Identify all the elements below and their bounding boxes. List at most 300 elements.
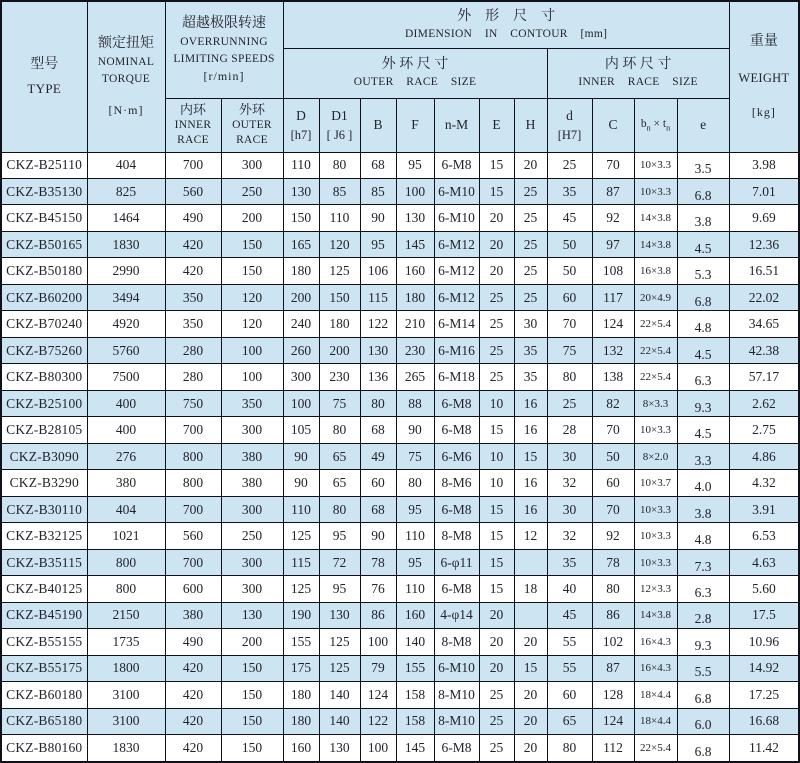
cell-H: 18: [514, 576, 547, 602]
cell-bt: 12×3.3: [634, 576, 677, 602]
col-header-D1: [319, 98, 360, 152]
cell-H: 16: [514, 496, 547, 522]
cell-H: 16: [514, 417, 547, 443]
cell-D: 90: [283, 443, 319, 469]
inner-race-en2: RACE: [177, 134, 209, 147]
cell-inner_speed: 560: [165, 523, 221, 549]
cell-torque: 3100: [87, 682, 165, 708]
table-row: [1, 152, 799, 178]
cell-nM: 6-M12: [434, 258, 479, 284]
cell-d: 30: [547, 496, 592, 522]
cell-H: 20: [514, 708, 547, 734]
table-row: [1, 523, 799, 549]
cell-E: 15: [479, 496, 514, 522]
cell-H: [514, 549, 547, 575]
cell-D: 125: [283, 576, 319, 602]
cell-nM: 6-M16: [434, 337, 479, 363]
cell-type: CKZ-B50165: [1, 231, 87, 257]
cell-d: 30: [547, 443, 592, 469]
col-header-type: [1, 1, 87, 152]
outer-race-zh: 外环: [239, 101, 266, 117]
col-header-F: F: [396, 98, 434, 152]
cell-bt: 22×5.4: [634, 311, 677, 337]
cell-C: 82: [592, 390, 634, 416]
cell-H: 20: [514, 735, 547, 762]
cell-nM: 6-M8: [434, 735, 479, 762]
cell-type: CKZ-B60200: [1, 284, 87, 310]
col-header-torque: [87, 1, 165, 152]
cell-type: CKZ-B55175: [1, 655, 87, 681]
cell-D: 110: [283, 152, 319, 178]
cell-H: 20: [514, 682, 547, 708]
cell-type: CKZ-B25110: [1, 152, 87, 178]
cell-D1: 65: [319, 443, 360, 469]
cell-d: 45: [547, 602, 592, 628]
cell-torque: 380: [87, 470, 165, 496]
cell-outer_speed: 300: [221, 152, 283, 178]
cell-E: 15: [479, 523, 514, 549]
cell-e: 6.0: [677, 708, 729, 734]
cell-e: 9.3: [677, 629, 729, 655]
cell-D1: 95: [319, 523, 360, 549]
cell-nM: 6-φ11: [434, 549, 479, 575]
cell-E: 10: [479, 443, 514, 469]
cell-weight: 2.75: [729, 417, 799, 443]
cell-torque: 1830: [87, 735, 165, 762]
d-tolerance: [H7]: [557, 127, 582, 142]
table-row: [1, 496, 799, 522]
table-row: [1, 655, 799, 681]
cell-weight: 6.53: [729, 523, 799, 549]
cell-H: [514, 602, 547, 628]
cell-C: 80: [592, 576, 634, 602]
cell-outer_speed: 300: [221, 496, 283, 522]
col-header-bt: [634, 98, 677, 152]
outer-race-en2: RACE: [236, 134, 268, 147]
cell-E: 20: [479, 629, 514, 655]
col-header-e: e: [677, 98, 729, 152]
speeds-label-en1: OVERRUNNING: [180, 35, 268, 48]
cell-d: 25: [547, 390, 592, 416]
cell-C: 128: [592, 682, 634, 708]
cell-inner_speed: 420: [165, 655, 221, 681]
dimension-label-zh: 外 形 尺 寸: [457, 8, 556, 24]
cell-nM: 8-M6: [434, 470, 479, 496]
cell-outer_speed: 150: [221, 655, 283, 681]
cell-bt: 22×5.4: [634, 364, 677, 390]
cell-e: 4.8: [677, 523, 729, 549]
cell-outer_speed: 150: [221, 708, 283, 734]
cell-weight: 42.38: [729, 337, 799, 363]
cell-torque: 825: [87, 178, 165, 204]
cell-d: 40: [547, 576, 592, 602]
cell-outer_speed: 100: [221, 364, 283, 390]
cell-F: 265: [396, 364, 434, 390]
cell-B: 85: [360, 178, 396, 204]
cell-bt: 22×5.4: [634, 337, 677, 363]
cell-B: 130: [360, 337, 396, 363]
cell-e: 9.3: [677, 390, 729, 416]
cell-H: 15: [514, 655, 547, 681]
cell-bt: 8×3.3: [634, 390, 677, 416]
cell-torque: 1021: [87, 523, 165, 549]
cell-D: 100: [283, 390, 319, 416]
cell-inner_speed: 600: [165, 576, 221, 602]
cell-F: 75: [396, 443, 434, 469]
cell-e: 6.8: [677, 284, 729, 310]
weight-unit: [kg]: [751, 104, 776, 119]
D1-symbol: D1: [331, 107, 348, 123]
cell-d: 55: [547, 655, 592, 681]
cell-D1: 110: [319, 205, 360, 231]
cell-D: 175: [283, 655, 319, 681]
cell-e: 3.5: [677, 152, 729, 178]
cell-D: 240: [283, 311, 319, 337]
cell-D1: 75: [319, 390, 360, 416]
cell-type: CKZ-B80300: [1, 364, 87, 390]
cell-D: 105: [283, 417, 319, 443]
cell-e: 4.8: [677, 311, 729, 337]
cell-bt: 10×3.3: [634, 178, 677, 204]
cell-D: 200: [283, 284, 319, 310]
cell-D: 190: [283, 602, 319, 628]
cell-type: CKZ-B32125: [1, 523, 87, 549]
cell-H: 25: [514, 178, 547, 204]
inner-race-en1: INNER: [174, 119, 212, 132]
cell-C: 70: [592, 417, 634, 443]
cell-type: CKZ-B35115: [1, 549, 87, 575]
cell-torque: 5760: [87, 337, 165, 363]
cell-outer_speed: 250: [221, 178, 283, 204]
cell-C: 124: [592, 311, 634, 337]
cell-bt: 16×4.3: [634, 629, 677, 655]
col-header-dimension: [283, 1, 729, 48]
cell-d: 75: [547, 337, 592, 363]
cell-H: 25: [514, 258, 547, 284]
cell-bt: 10×3.3: [634, 152, 677, 178]
cell-nM: 6-M12: [434, 284, 479, 310]
cell-C: 117: [592, 284, 634, 310]
cell-B: 60: [360, 470, 396, 496]
cell-E: 10: [479, 470, 514, 496]
cell-H: 25: [514, 231, 547, 257]
cell-weight: 57.17: [729, 364, 799, 390]
cell-torque: 4920: [87, 311, 165, 337]
col-header-B: B: [360, 98, 396, 152]
cell-weight: 4.63: [729, 549, 799, 575]
cell-H: 15: [514, 443, 547, 469]
cell-E: 25: [479, 311, 514, 337]
weight-label-en: WEIGHT: [738, 70, 790, 85]
cell-d: 50: [547, 231, 592, 257]
cell-torque: 276: [87, 443, 165, 469]
cell-d: 60: [547, 682, 592, 708]
cell-D: 115: [283, 549, 319, 575]
cell-B: 49: [360, 443, 396, 469]
cell-d: 70: [547, 311, 592, 337]
cell-d: 28: [547, 417, 592, 443]
table-row: [1, 231, 799, 257]
cell-d: 35: [547, 549, 592, 575]
cell-H: 16: [514, 470, 547, 496]
inner-size-label-en: INNER RACE SIZE: [578, 76, 698, 89]
cell-torque: 1464: [87, 205, 165, 231]
cell-weight: 16.68: [729, 708, 799, 734]
cell-D: 150: [283, 205, 319, 231]
table-row: [1, 205, 799, 231]
outer-race-en1: OUTER: [232, 119, 272, 132]
cell-weight: 17.5: [729, 602, 799, 628]
outer-size-label-en: OUTER RACE SIZE: [353, 76, 477, 89]
cell-e: 3.8: [677, 496, 729, 522]
cell-F: 145: [396, 231, 434, 257]
cell-inner_speed: 700: [165, 549, 221, 575]
cell-d: 80: [547, 735, 592, 762]
cell-B: 95: [360, 231, 396, 257]
cell-type: CKZ-B40125: [1, 576, 87, 602]
cell-D1: 230: [319, 364, 360, 390]
cell-E: 10: [479, 390, 514, 416]
cell-outer_speed: 300: [221, 576, 283, 602]
cell-bt: 18×4.4: [634, 682, 677, 708]
cell-type: CKZ-B45190: [1, 602, 87, 628]
cell-D1: 80: [319, 417, 360, 443]
col-header-C: C: [592, 98, 634, 152]
cell-F: 88: [396, 390, 434, 416]
cell-F: 158: [396, 682, 434, 708]
cell-B: 122: [360, 708, 396, 734]
cell-E: 20: [479, 258, 514, 284]
cell-F: 230: [396, 337, 434, 363]
cell-torque: 2150: [87, 602, 165, 628]
cell-C: 70: [592, 152, 634, 178]
cell-H: 12: [514, 523, 547, 549]
cell-torque: 3100: [87, 708, 165, 734]
cell-D: 180: [283, 708, 319, 734]
dimension-label-en: DIMENSION IN CONTOUR [mm]: [404, 28, 608, 41]
cell-F: 160: [396, 258, 434, 284]
col-header-d: [547, 98, 592, 152]
cell-outer_speed: 380: [221, 443, 283, 469]
col-header-speeds: [165, 1, 283, 98]
cell-bt: 10×3.3: [634, 523, 677, 549]
cell-C: 92: [592, 523, 634, 549]
cell-outer_speed: 120: [221, 284, 283, 310]
cell-bt: 10×3.3: [634, 496, 677, 522]
torque-label-en1: NOMINAL: [97, 55, 155, 68]
cell-D1: 80: [319, 496, 360, 522]
cell-type: CKZ-B3090: [1, 443, 87, 469]
col-header-E: E: [479, 98, 514, 152]
d-symbol: d: [566, 107, 573, 123]
torque-label-zh: 额定扭矩: [98, 36, 154, 52]
cell-E: 15: [479, 178, 514, 204]
cell-D: 180: [283, 258, 319, 284]
cell-F: 80: [396, 470, 434, 496]
cell-e: 4.5: [677, 417, 729, 443]
cell-inner_speed: 700: [165, 417, 221, 443]
table-row: [1, 682, 799, 708]
cell-D1: 180: [319, 311, 360, 337]
cell-weight: 4.32: [729, 470, 799, 496]
inner-race-zh: 内环: [179, 101, 206, 117]
cell-nM: 8-M10: [434, 682, 479, 708]
table-row: [1, 417, 799, 443]
cell-D1: 85: [319, 178, 360, 204]
cell-B: 136: [360, 364, 396, 390]
cell-D1: 150: [319, 284, 360, 310]
cell-D1: 140: [319, 708, 360, 734]
cell-torque: 400: [87, 417, 165, 443]
cell-F: 210: [396, 311, 434, 337]
cell-B: 78: [360, 549, 396, 575]
table-row: [1, 337, 799, 363]
cell-E: 25: [479, 735, 514, 762]
cell-nM: 6-M12: [434, 231, 479, 257]
cell-e: 6.3: [677, 576, 729, 602]
cell-torque: 800: [87, 549, 165, 575]
cell-outer_speed: 350: [221, 390, 283, 416]
cell-C: 138: [592, 364, 634, 390]
col-header-weight: [729, 1, 799, 152]
cell-torque: 400: [87, 390, 165, 416]
cell-inner_speed: 490: [165, 205, 221, 231]
cell-nM: 6-M8: [434, 496, 479, 522]
cell-F: 95: [396, 152, 434, 178]
cell-C: 78: [592, 549, 634, 575]
bt-sub1: n: [646, 123, 651, 133]
cell-e: 6.8: [677, 178, 729, 204]
cell-H: 35: [514, 337, 547, 363]
cell-D: 125: [283, 523, 319, 549]
cell-weight: 16.51: [729, 258, 799, 284]
D-tolerance: [h7]: [290, 127, 312, 142]
inner-size-label-zh: 内 环 尺 寸: [604, 56, 672, 72]
table-row: [1, 549, 799, 575]
table-row: [1, 443, 799, 469]
cell-C: 86: [592, 602, 634, 628]
cell-weight: 4.86: [729, 443, 799, 469]
cell-bt: 10×3.7: [634, 470, 677, 496]
table-row: [1, 390, 799, 416]
cell-C: 70: [592, 496, 634, 522]
cell-D1: 140: [319, 682, 360, 708]
cell-outer_speed: 120: [221, 311, 283, 337]
cell-H: 20: [514, 629, 547, 655]
cell-F: 160: [396, 602, 434, 628]
cell-weight: 9.69: [729, 205, 799, 231]
col-header-H: H: [514, 98, 547, 152]
cell-E: 20: [479, 602, 514, 628]
table-row: [1, 629, 799, 655]
cell-D1: 120: [319, 231, 360, 257]
cell-type: CKZ-B28105: [1, 417, 87, 443]
cell-D: 110: [283, 496, 319, 522]
cell-bt: 20×4.9: [634, 284, 677, 310]
cell-C: 102: [592, 629, 634, 655]
table-row: [1, 284, 799, 310]
col-header-inner-race-size: [547, 48, 729, 98]
bt-t: t: [662, 117, 667, 130]
cell-bt: 14×3.8: [634, 602, 677, 628]
cell-type: CKZ-B80160: [1, 735, 87, 762]
cell-D1: 125: [319, 258, 360, 284]
bt-sub2: n: [666, 123, 671, 133]
cell-bt: 16×3.8: [634, 258, 677, 284]
cell-inner_speed: 800: [165, 443, 221, 469]
cell-C: 124: [592, 708, 634, 734]
cell-C: 108: [592, 258, 634, 284]
cell-bt: 22×5.4: [634, 735, 677, 762]
cell-E: 25: [479, 364, 514, 390]
cell-E: 15: [479, 152, 514, 178]
cell-type: CKZ-B65180: [1, 708, 87, 734]
cell-outer_speed: 150: [221, 682, 283, 708]
cell-B: 106: [360, 258, 396, 284]
cell-inner_speed: 350: [165, 284, 221, 310]
cell-E: 25: [479, 284, 514, 310]
D1-tolerance: [ J6 ]: [326, 127, 353, 142]
cell-inner_speed: 490: [165, 629, 221, 655]
cell-E: 20: [479, 231, 514, 257]
cell-E: 15: [479, 417, 514, 443]
cell-D: 260: [283, 337, 319, 363]
cell-nM: 6-M8: [434, 417, 479, 443]
cell-E: 20: [479, 205, 514, 231]
cell-D1: 130: [319, 735, 360, 762]
cell-weight: 11.42: [729, 735, 799, 762]
cell-D1: 80: [319, 152, 360, 178]
cell-torque: 404: [87, 496, 165, 522]
cell-outer_speed: 300: [221, 549, 283, 575]
cell-C: 112: [592, 735, 634, 762]
cell-bt: 8×2.0: [634, 443, 677, 469]
cell-d: 60: [547, 284, 592, 310]
table-row: [1, 178, 799, 204]
cell-D: 300: [283, 364, 319, 390]
cell-D: 180: [283, 682, 319, 708]
cell-inner_speed: 700: [165, 496, 221, 522]
D-symbol: D: [296, 107, 306, 123]
outer-size-label-zh: 外 环 尺 寸: [381, 56, 449, 72]
weight-label-zh: 重量: [749, 34, 778, 50]
cell-inner_speed: 420: [165, 231, 221, 257]
cell-weight: 5.60: [729, 576, 799, 602]
cell-d: 65: [547, 708, 592, 734]
cell-E: 25: [479, 337, 514, 363]
cell-F: 95: [396, 496, 434, 522]
cell-d: 80: [547, 364, 592, 390]
cell-inner_speed: 700: [165, 152, 221, 178]
cell-inner_speed: 280: [165, 364, 221, 390]
cell-d: 55: [547, 629, 592, 655]
cell-nM: 6-M10: [434, 205, 479, 231]
table-row: [1, 364, 799, 390]
cell-torque: 7500: [87, 364, 165, 390]
cell-F: 140: [396, 629, 434, 655]
cell-nM: 8-M10: [434, 708, 479, 734]
cell-d: 32: [547, 523, 592, 549]
cell-type: CKZ-B35130: [1, 178, 87, 204]
cell-H: 16: [514, 390, 547, 416]
cell-D: 155: [283, 629, 319, 655]
cell-H: 20: [514, 152, 547, 178]
cell-type: CKZ-B55155: [1, 629, 87, 655]
cell-B: 68: [360, 417, 396, 443]
cell-type: CKZ-B70240: [1, 311, 87, 337]
cell-weight: 2.62: [729, 390, 799, 416]
cell-torque: 3494: [87, 284, 165, 310]
